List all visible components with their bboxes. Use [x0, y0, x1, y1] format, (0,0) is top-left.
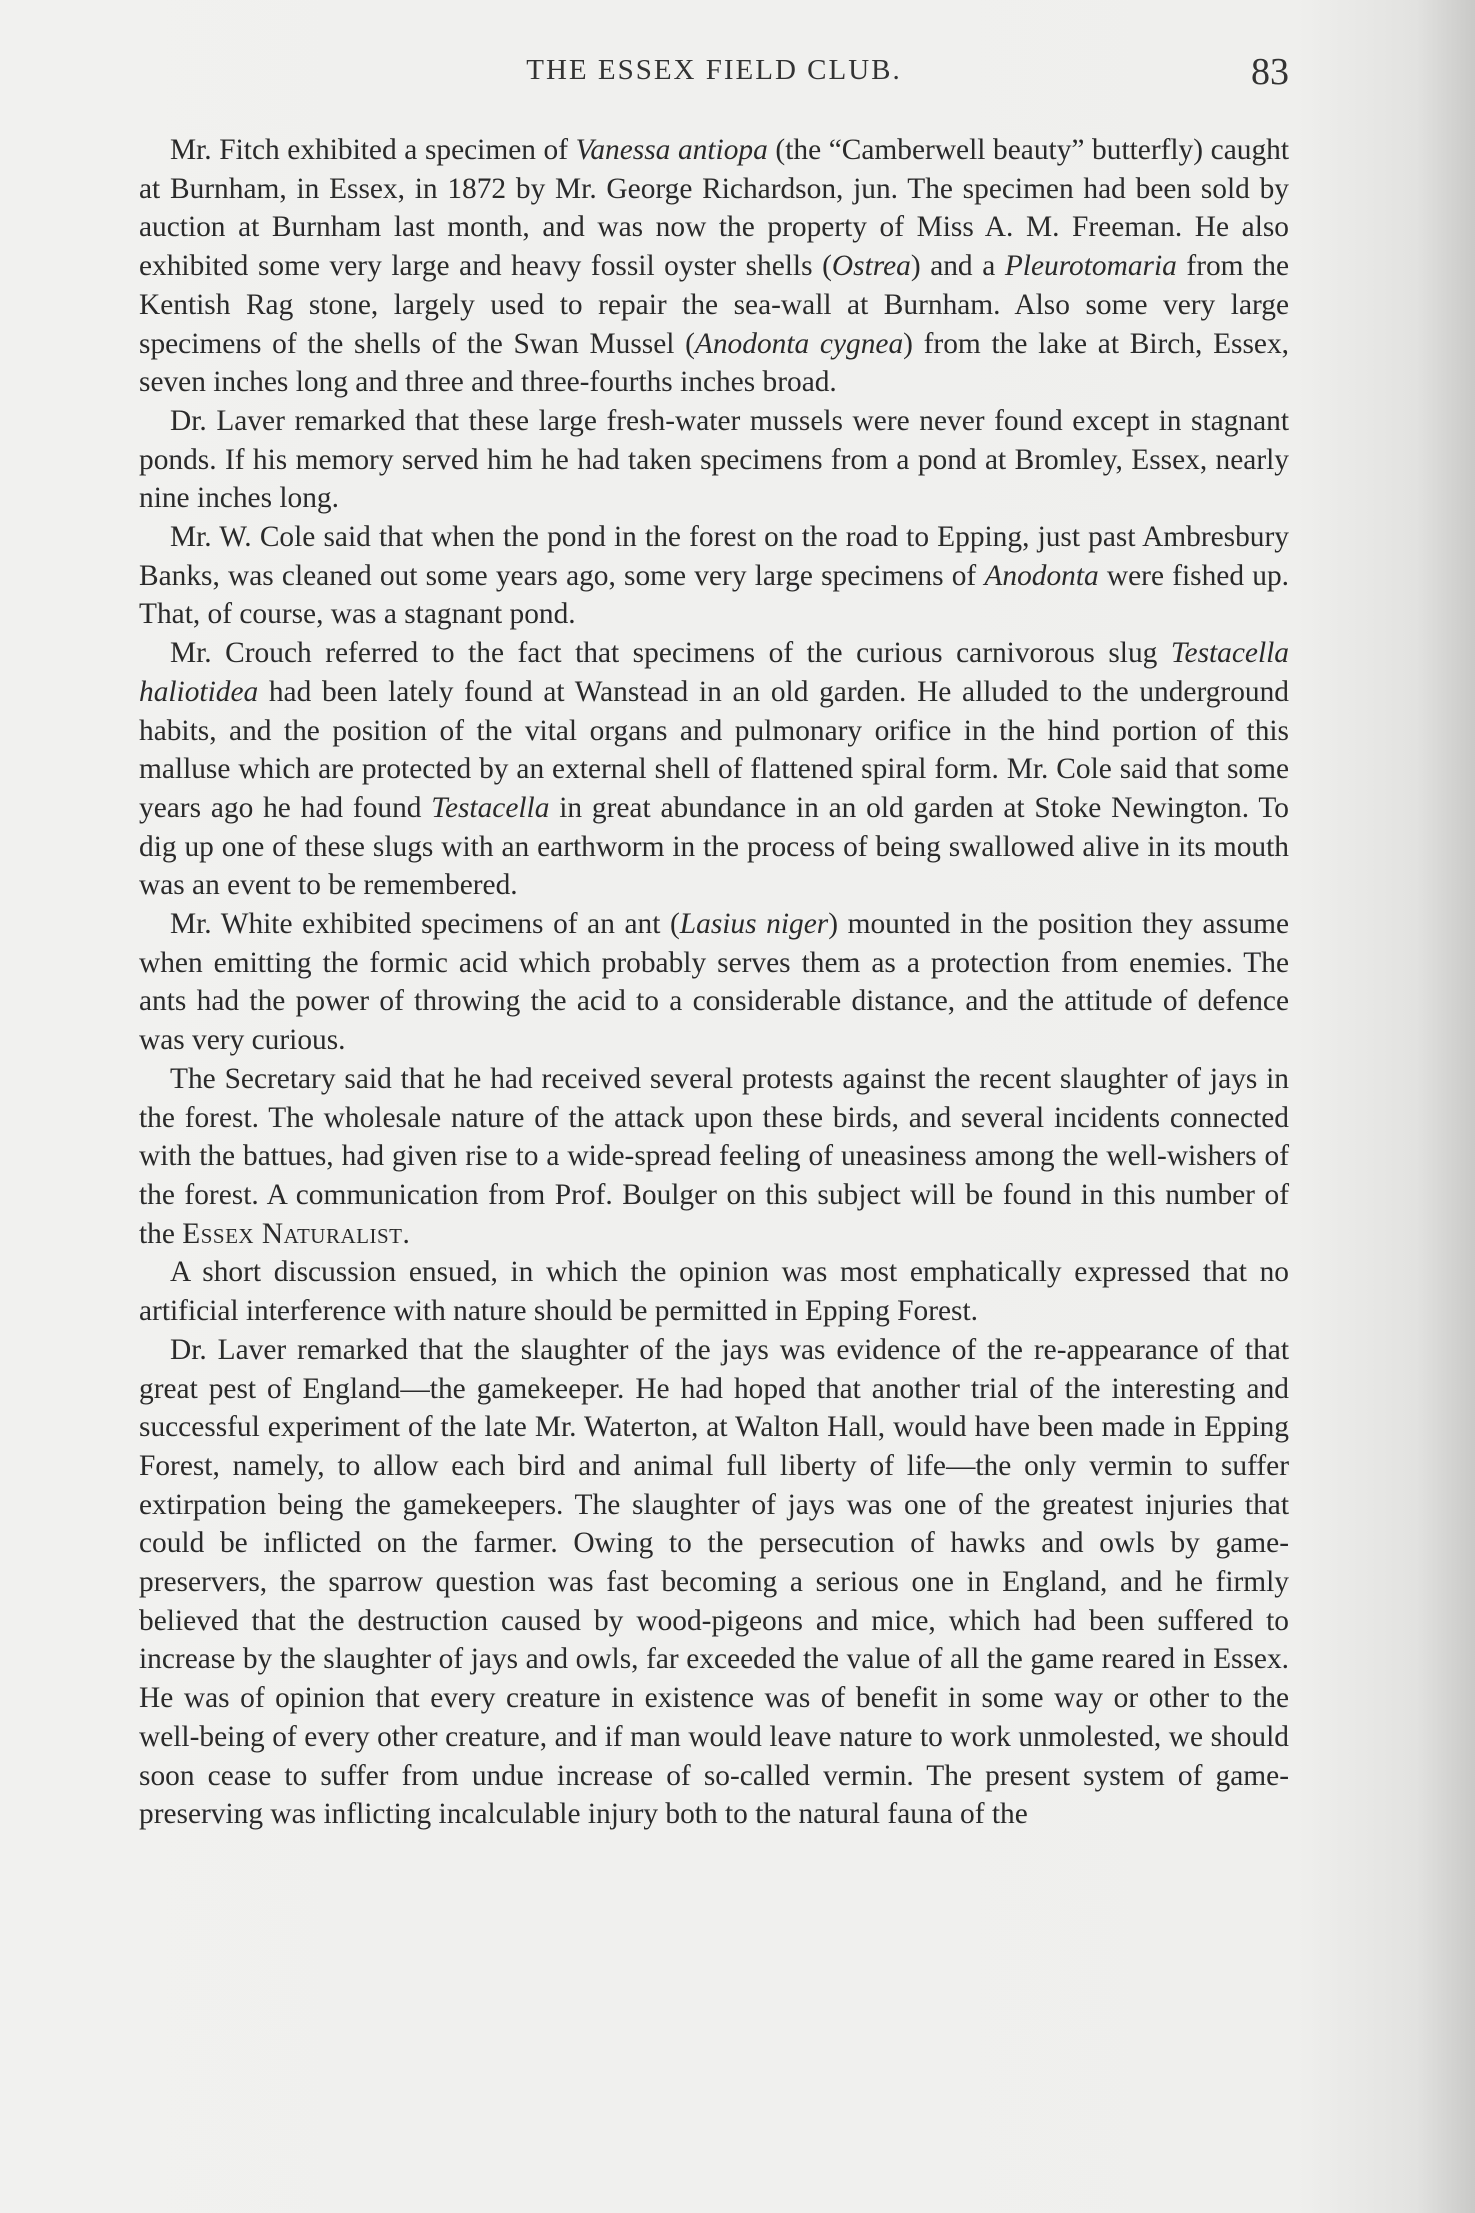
running-title: THE ESSEX FIELD CLUB. — [526, 54, 902, 86]
paragraph-secretary-jays: The Secretary said that he had received several protests against the recent slaughter of jays in the forest. The wholesale nature of the attack upon these birds, and several incidents connected with the battues, had given rise to a wide-spread feeling of uneasiness among the well-wishers of the forest. A communication from Prof. Boulger on this subject will be found in this number of the Essex Naturalist. — [139, 1062, 1289, 1250]
paragraph-white-ant: Mr. White exhibited specimens of an ant (Lasius niger) mounted in the position they assume when emitting the formic acid which probably serves them as a protection from enemies. The ants had the power of throwing the acid to a considerable distance, and the attitude of defence was very curious. — [139, 908, 1289, 1057]
species-name: Lasius niger — [679, 908, 829, 941]
species-name: Pleurotomaria — [1004, 250, 1177, 283]
species-name: Anodonta cygnea — [694, 327, 904, 360]
running-head — [139, 50, 1289, 100]
paragraph-cole-pond: Mr. W. Cole said that when the pond in the forest on the road to Epping, just past Ambresbury Banks, was cleaned out some years ago, some very large specimens of Anodonta were fished up. That, of course, was a stagnant pond. — [139, 521, 1289, 631]
species-name: Testacella — [431, 791, 550, 824]
species-name: Testacella haliotidea — [139, 637, 1289, 708]
page-number: 83 — [1251, 51, 1289, 93]
paragraph-laver-gamekeeper: Dr. Laver remarked that the slaughter of the jays was evidence of the re-appearance of that great pest of England—the gamekeeper. He had hoped that another trial of the interesting and successful experiment of the late Mr. Waterton, at Walton Hall, would have been made in Epping Forest, namely, to allow each bird and animal full liberty of life—the only vermin to suffer extirpation being the gamekeepers. The slaughter of jays was one of the greatest injuries that could be inflicted on the farmer. Owing to the persecution of hawks and owls by game-preservers, the sparrow question was fast becoming a serious one in England, and he firmly believed that the destruction caused by wood-pigeons and mice, which had been suffered to increase by the slaughter of jays and owls, far exceeded the value of all the game reared in Essex. He was of opinion that every creature in existence was of benefit in some way or other to the well-being of every other creature, and if man would leave nature to work unmolested, we should soon cease to suffer from undue increase of so-called vermin. The present system of game-preserving was inflicting incalculable injury both to the natural fauna of the — [139, 1333, 1289, 1831]
paragraph-crouch-slug: Mr. Crouch referred to the fact that specimens of the curious carnivorous slug Testacella haliotidea had been lately found at Wanstead in an old garden. He alluded to the underground habits, and the position of the vital organs and pulmonary orifice in the hind portion of this malluse which are protected by an external shell of flattened spiral form. Mr. Cole said that some years ago he had found Testacella in great abundance in an old garden at Stoke Newington. To dig up one of these slugs with an earthworm in the process of being swallowed alive in its mouth was an event to be remembered. — [139, 637, 1289, 902]
paragraph-discussion: A short discussion ensued, in which the opinion was most emphatically expressed that no artificial interference with nature should be permitted in Epping Forest. — [139, 1256, 1289, 1328]
journal-name: Essex Naturalist — [182, 1217, 403, 1250]
species-name: Ostrea — [831, 250, 911, 283]
body-text — [139, 131, 1289, 1834]
paragraph-laver-mussels: Dr. Laver remarked that these large fresh-water mussels were never found except in stagnant ponds. If his memory served him he had taken specimens from a pond at Bromley, Essex, nearly nine inches long. — [139, 404, 1289, 515]
species-name: Anodonta — [984, 559, 1099, 592]
paragraph-fitch-exhibit: Mr. Fitch exhibited a specimen of Vanessa antiopa (the “Camberwell beauty” butterfly) caught at Burnham, in Essex, in 1872 by Mr. George Richardson, jun. The specimen had been sold by auction at Burnham last month, and was now the property of Miss A. M. Freeman. He also exhibited some very large and heavy fossil oyster shells (Ostrea) and a Pleurotomaria from the Kentish Rag stone, largely used to repair the sea-wall at Burnham. Also some very large specimens of the shells of the Swan Mussel (Anodonta cygnea) from the lake at Birch, Essex, seven inches long and three and three-fourths inches broad. — [139, 134, 1290, 399]
species-name: Vanessa antiopa — [575, 134, 768, 166]
